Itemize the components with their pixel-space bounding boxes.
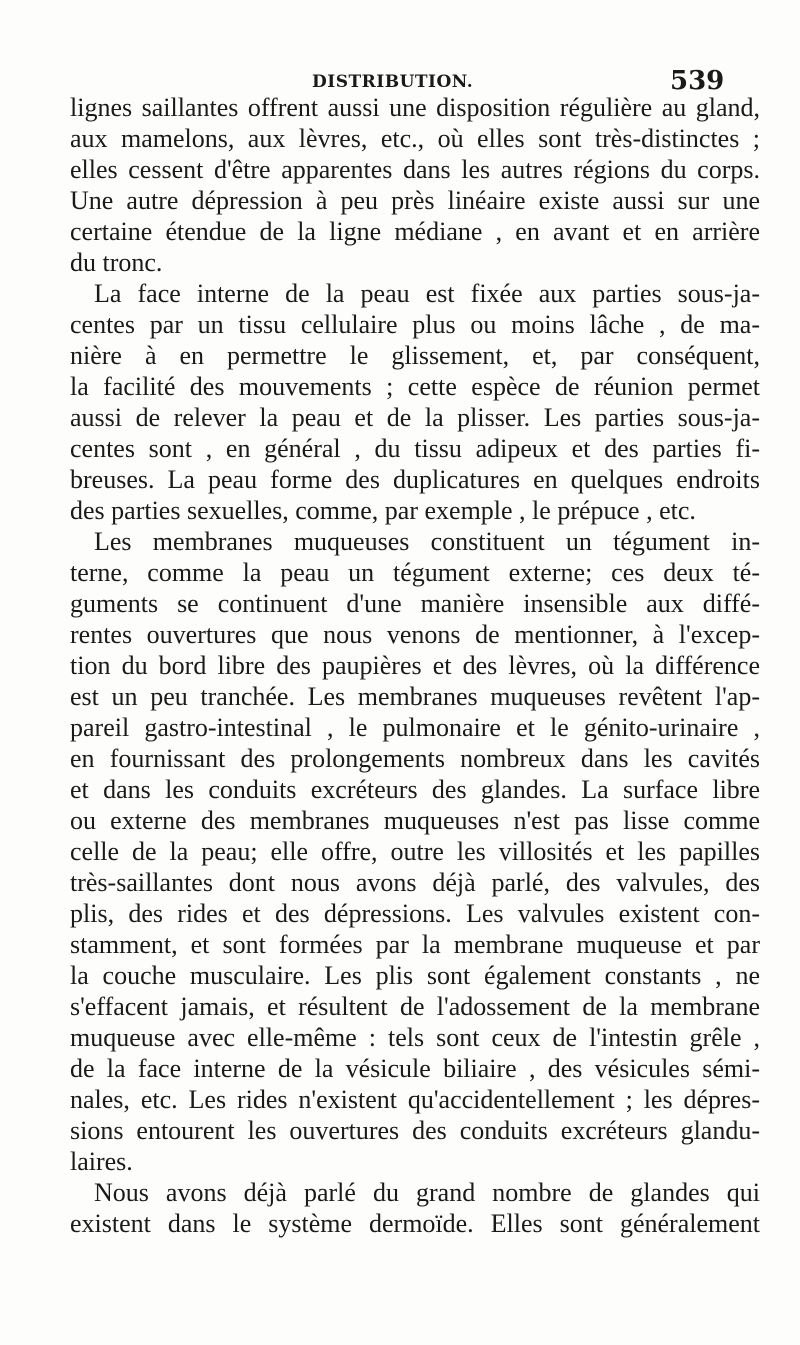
- text-line: sions entourent les ouvertures des conduits excréteurs glandu-: [70, 1116, 760, 1145]
- text-line: Une autre dépression à peu près linéaire existe aussi sur une: [70, 186, 760, 215]
- text-line: aussi de relever la peau et de la plisser. Les parties sous-ja-: [70, 403, 760, 432]
- text-line: Les membranes muqueuses constituent un tégument in-: [94, 527, 760, 556]
- text-line: rentes ouvertures que nous venons de mentionner, à l'excep-: [70, 620, 760, 649]
- text-line: la couche musculaire. Les plis sont également constants , ne: [70, 961, 760, 990]
- paragraph: [70, 278, 760, 526]
- text-line: pareil gastro-intestinal , le pulmonaire et le génito-urinaire ,: [70, 713, 760, 742]
- text-line: certaine étendue de la ligne médiane , en avant et en arrière: [70, 217, 760, 246]
- text-line: nière à en permettre le glissement, et, par conséquent,: [70, 341, 760, 370]
- page-number: 539: [670, 66, 725, 96]
- body-text: [70, 92, 760, 1239]
- text-line: existent dans le système dermoïde. Elles sont généralement: [70, 1209, 760, 1238]
- text-line: celle de la peau; elle offre, outre les villosités et les papilles: [70, 837, 760, 866]
- text-line: en fournissant des prolongements nombreux dans les cavités: [70, 744, 760, 773]
- text-line: stamment, et sont formées par la membrane muqueuse et par: [70, 930, 760, 959]
- text-line: s'effacent jamais, et résultent de l'adossement de la membrane: [70, 992, 760, 1021]
- text-line: terne, comme la peau un tégument externe; ces deux té-: [70, 558, 760, 587]
- text-line: tion du bord libre des paupières et des lèvres, où la différence: [70, 651, 760, 680]
- text-line: et dans les conduits excréteurs des glandes. La surface libre: [70, 775, 760, 804]
- text-line: centes par un tissu cellulaire plus ou moins lâche , de ma-: [70, 310, 760, 339]
- text-line: aux mamelons, aux lèvres, etc., où elles sont très-distinctes ;: [70, 124, 760, 153]
- paragraph: [70, 1177, 760, 1239]
- text-line: la facilité des mouvements ; cette espèce de réunion permet: [70, 372, 760, 401]
- text-line: elles cessent d'être apparentes dans les autres régions du corps.: [70, 155, 760, 184]
- text-line: plis, des rides et des dépressions. Les valvules existent con-: [70, 899, 760, 928]
- text-line: breuses. La peau forme des duplicatures en quelques endroits: [70, 465, 760, 494]
- text-line: du tronc.: [70, 248, 163, 277]
- text-line: La face interne de la peau est fixée aux parties sous-ja-: [94, 279, 760, 308]
- text-line: Nous avons déjà parlé du grand nombre de glandes qui: [94, 1178, 760, 1207]
- text-line: muqueuse avec elle-même : tels sont ceux de l'intestin grêle ,: [70, 1023, 760, 1052]
- text-line: très-saillantes dont nous avons déjà parlé, des valvules, des: [70, 868, 760, 897]
- text-line: lignes saillantes offrent aussi une disposition régulière au gland,: [70, 93, 760, 122]
- text-line: centes sont , en général , du tissu adipeux et des parties fi-: [70, 434, 760, 463]
- text-line: guments se continuent d'une manière insensible aux diffé-: [70, 589, 760, 618]
- text-line: est un peu tranchée. Les membranes muqueuses revêtent l'ap-: [70, 682, 760, 711]
- paragraph: [70, 92, 760, 278]
- text-line: laires.: [70, 1147, 133, 1176]
- paragraph: [70, 526, 760, 1177]
- running-title: DISTRIBUTION.: [312, 72, 474, 92]
- text-line: ou externe des membranes muqueuses n'est pas lisse comme: [70, 806, 760, 835]
- text-line: de la face interne de la vésicule biliaire , des vésicules sémi-: [70, 1054, 760, 1083]
- text-line: nales, etc. Les rides n'existent qu'accidentellement ; les dépres-: [70, 1085, 760, 1114]
- text-line: des parties sexuelles, comme, par exemple , le prépuce , etc.: [70, 496, 696, 525]
